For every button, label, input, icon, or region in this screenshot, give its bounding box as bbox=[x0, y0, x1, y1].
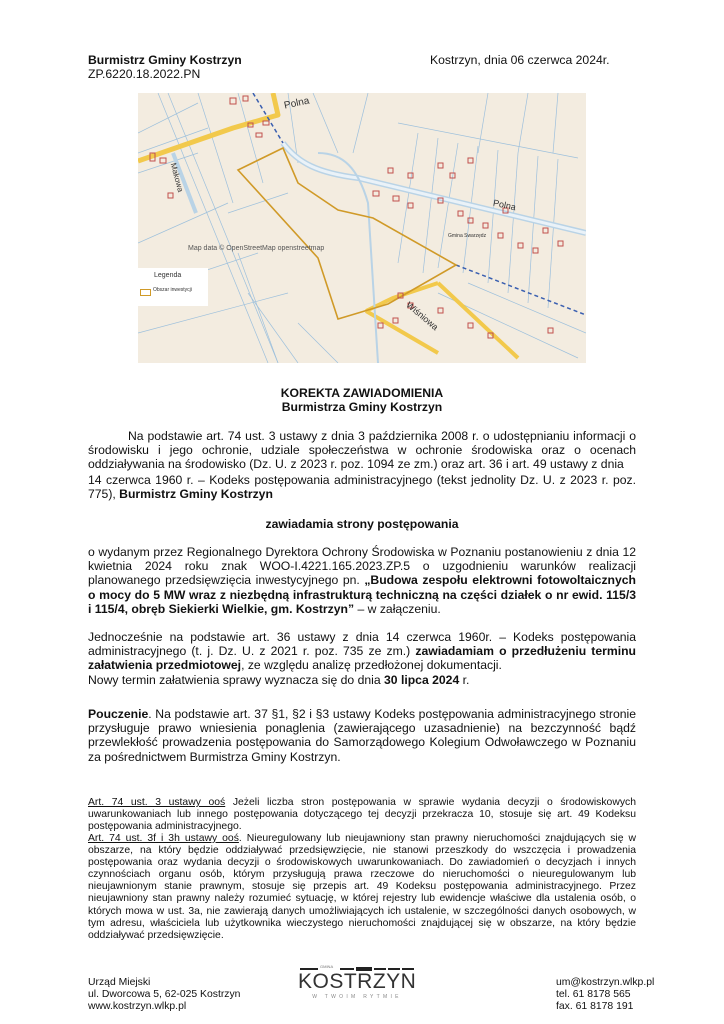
footnote-2 bbox=[88, 833, 636, 942]
footer-email[interactable]: um@kostrzyn.wlkp.pl bbox=[556, 977, 655, 988]
kostrzyn-logo bbox=[298, 965, 416, 1005]
footer-contact bbox=[556, 977, 654, 1014]
decision-paragraph bbox=[88, 545, 636, 616]
map-drawing bbox=[138, 93, 586, 363]
project-name: „Budowa zespołu elektrowni fotowoltaicznych o mocy do 5 MW wraz z niezbędną infrastrukturą techniczną na części działek o nr ewid. 115/3 i 115/4, obręb Siekierki Wielkie, gm. Kostrzyn” bbox=[88, 573, 636, 616]
place-date: Kostrzyn, dnia 06 czerwca 2024r. bbox=[430, 53, 610, 67]
notice-heading: zawiadamia strony postępowania bbox=[265, 517, 459, 531]
intro-paragraph-b bbox=[88, 473, 636, 501]
investment-area-map bbox=[138, 93, 586, 363]
map-label-gmina: Gmina Swarzędz bbox=[448, 233, 487, 239]
intro-text: 14 czerwca 1960 r. – Kodeks postępowania administracyjnego (tekst jednolity Dz. U. z 2023 r. poz. 775), bbox=[88, 473, 636, 502]
deadline-date: 30 lipca 2024 bbox=[384, 672, 460, 687]
title-line-1: KOREKTA ZAWIADOMIENIA bbox=[280, 386, 444, 400]
footer-street: ul. Dworcowa 5, 62-025 Kostrzyn bbox=[88, 989, 241, 1001]
extension-text: Jednocześnie na podstawie art. 36 ustawy z dnia 14 czerwca 1960r. – Kodeks postępowania administracyjnego (t. j. Dz. U. z 2021 r. poz. 735 ze zm.) bbox=[88, 630, 636, 659]
extension-reason: , ze względu analizę przedłożonej dokumentacji. bbox=[241, 658, 502, 673]
footer-office: Urząd Miejski bbox=[88, 977, 151, 988]
issuing-authority: Burmistrz Gminy Kostrzyn bbox=[88, 53, 242, 67]
footer-address bbox=[88, 977, 240, 1014]
document-title bbox=[88, 386, 636, 414]
deadline-suffix: r. bbox=[459, 672, 470, 687]
footer-phone: tel. 61 8178 565 bbox=[556, 989, 631, 1001]
decision-suffix: – w załączeniu. bbox=[354, 601, 441, 616]
logo-small-label: GMINA bbox=[320, 964, 334, 969]
footnote-1-text: Jeżeli liczba stron postępowania w sprawie wydania decyzji o środowiskowych uwarunkowaniach lub innego postępowania dotyczącego tej decyzji przekracza 10, stosuje się art. 49 Kodeksu postępowania administracyjnego. bbox=[88, 797, 636, 833]
footnote-2-ref: Art. 74 ust. 3f i 3h ustawy ooś bbox=[88, 833, 239, 844]
map-label-wisniowa: Wiśniowa bbox=[404, 299, 441, 333]
footer-website[interactable]: www.kostrzyn.wlkp.pl bbox=[88, 1001, 187, 1013]
footnote-1 bbox=[88, 797, 636, 833]
instruction-label: Pouczenie bbox=[88, 707, 149, 721]
deadline-text: Nowy termin załatwienia sprawy wyznacza się do dnia bbox=[88, 672, 385, 687]
instruction-paragraph bbox=[88, 707, 636, 764]
case-number: ZP.6220.18.2022.PN bbox=[88, 67, 201, 81]
legend-title: Legenda bbox=[154, 272, 182, 279]
footer-fax: fax. 61 8178 191 bbox=[556, 1001, 634, 1013]
map-legend bbox=[138, 268, 208, 306]
extension-paragraph bbox=[88, 630, 636, 687]
title-line-2: Burmistrza Gminy Kostrzyn bbox=[281, 400, 443, 414]
header-left bbox=[88, 53, 242, 81]
footnote-2-text: . Nieuregulowany lub nieujawniony stan prawny nieruchomości znajdujących się w obszarze, na który będzie oddziaływać przedsięwzięcie, nie stanowi przeszkody do wszczęcia i prowadzenia postępowania oraz wydania decyzji o środowiskowych uwarunkowaniach. Do zawiadomień o decyzjach i innych czynnościach organu osób, którym przysługują prawa rzeczowe do nieruchomości o nieuregulowanym lub nieujawnionym stanie prawnym, stosuje się przepis art. 49 Kodeksu postępowania administracyjnego. Przez nieujawniony stan prawny należy rozumieć sytuację, w której rejestry lub ewidencje właściwe dla ustalenia osób, o których mowa w ust. 3a, nie zawierają danych umożliwiających ich ustalenie, w szczególności danych osobowych, w tym adresu, właściciela lub użytkownika wieczystego nieruchomości znajdującej się w obszarze, na który będzie oddziaływać przedsięwzięcie. bbox=[88, 833, 636, 941]
instruction-text: . Na podstawie art. 37 §1, §2 i §3 ustawy Kodeks postępowania administracyjnego stronie przysługuje prawo wniesienia ponaglenia (zawierającego uzasadnienie) na bezczynność bądź przewlekłość prowadzenia postępowania do Samorządowego Kolegium Odwoławczego w Poznaniu za pośrednictwem Burmistrza Gminy Kostrzyn. bbox=[88, 707, 636, 764]
extension-bold: zawiadamiam o przedłużeniu terminu załatwienia przedmiotowej bbox=[88, 644, 636, 673]
logo-name: KOSTRZYN bbox=[298, 970, 417, 993]
intro-authority: Burmistrz Gminy Kostrzyn bbox=[119, 487, 273, 502]
map-label-makowa: Makowa bbox=[168, 161, 186, 194]
intro-paragraph-a: Na podstawie art. 74 ust. 3 ustawy z dnia 3 października 2008 r. o udostępnianiu informacji o środowisku i jego ochronie, udziale społeczeństwa w ochronie środowiska oraz o ocenach oddziaływania na środowisko (Dz. U. z 2023 r. poz. 1094 ze zm.) oraz art. 36 i art. 49 ustawy z dnia bbox=[88, 429, 636, 472]
legend-swatch-icon bbox=[140, 289, 151, 296]
map-attribution: Map data © OpenStreetMap openstreetmap bbox=[188, 245, 325, 252]
footnote-1-ref: Art. 74 ust. 3 ustawy ooś bbox=[88, 797, 226, 808]
logo-tagline: W TWOIM RYTMIE bbox=[312, 994, 402, 1000]
map-label-polna-right: Polna bbox=[492, 197, 517, 213]
map-label-polna-top: Polna bbox=[283, 95, 311, 112]
legend-label: Obszar inwestycji bbox=[153, 287, 192, 293]
decision-text: o wydanym przez Regionalnego Dyrektora Ochrony Środowiska w Poznaniu postanowieniu z dnia 12 kwietnia 2024 roku znak WOO-I.4221.165.2023.ZP.5 o uzgodnieniu warunków realizacji planowanego przedsięwzięcia inwestycyjnego pn. bbox=[88, 545, 636, 588]
